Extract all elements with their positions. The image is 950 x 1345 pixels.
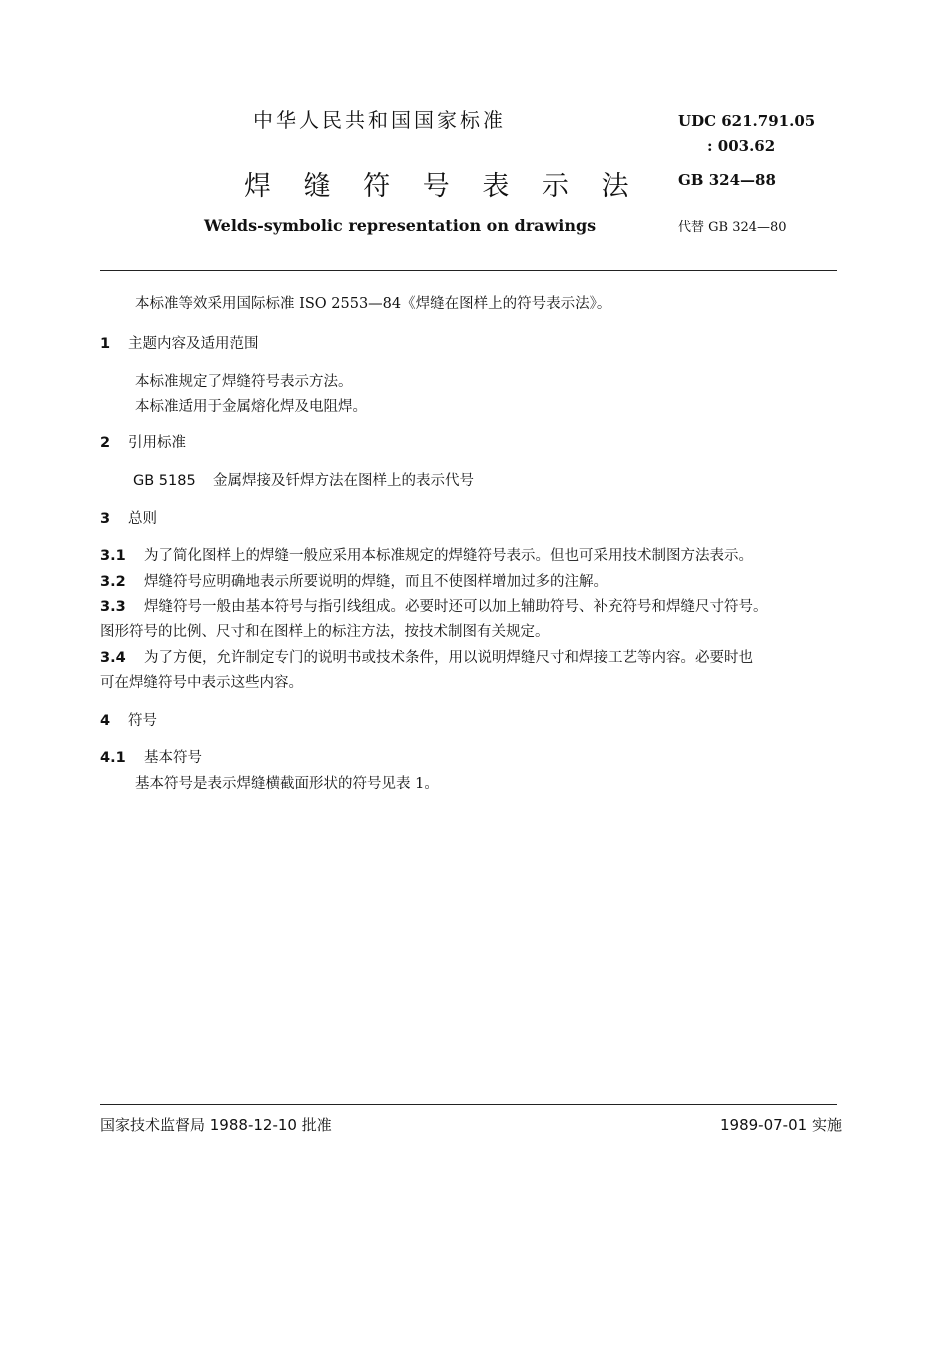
clause-text: 焊缝符号一般由基本符号与指引线组成。必要时还可以加上辅助符号、补充符号和焊缝尺寸符号。 xyxy=(144,599,768,615)
section-number: 2 xyxy=(100,435,111,451)
section-3-heading xyxy=(100,507,157,528)
reference-code: GB 5185 xyxy=(133,473,196,489)
clause-3-4-continued: 可在焊缝符号中表示这些内容。 xyxy=(100,675,303,691)
standard-code: GB 324—88 xyxy=(678,171,776,189)
clause-3-3-continued: 图形符号的比例、尺寸和在图样上的标注方法，按技术制图有关规定。 xyxy=(100,624,550,640)
clause-number: 4.1 xyxy=(100,750,126,766)
header-divider xyxy=(100,270,837,271)
clause-title: 基本符号 xyxy=(144,750,202,766)
section-4-heading xyxy=(100,709,157,730)
section-title: 总则 xyxy=(128,511,157,527)
section-title: 主题内容及适用范围 xyxy=(128,336,259,352)
intro-paragraph: 本标准等效采用国际标准 ISO 2553—84《焊缝在图样上的符号表示法》。 xyxy=(135,296,612,312)
section-number: 1 xyxy=(100,336,111,352)
section-1-heading xyxy=(100,332,259,353)
section-1-paragraph-2: 本标准适用于金属熔化焊及电阻焊。 xyxy=(135,399,367,415)
clause-3-4 xyxy=(100,646,753,667)
section-number: 3 xyxy=(100,511,111,527)
section-title: 符号 xyxy=(128,713,157,729)
approval-info: 国家技术监督局 1988-12-10 批准 xyxy=(100,1116,332,1134)
reference-title: 金属焊接及钎焊方法在图样上的表示代号 xyxy=(213,473,474,489)
clause-text: 为了方便，允许制定专门的说明书或技术条件，用以说明焊缝尺寸和焊接工艺等内容。必要时也 xyxy=(144,650,753,666)
clause-number: 3.4 xyxy=(100,650,126,666)
clause-text: 焊缝符号应明确地表示所要说明的焊缝，而且不使图样增加过多的注解。 xyxy=(144,574,608,590)
standard-org-title: 中华人民共和国国家标准 xyxy=(253,108,506,132)
clause-3-1 xyxy=(100,544,753,565)
effective-date: 1989-07-01 实施 xyxy=(720,1116,842,1134)
clause-number: 3.1 xyxy=(100,548,126,564)
document-title: 焊 缝 符 号 表 示 法 xyxy=(244,171,641,202)
document-subtitle-english: Welds-symbolic representation on drawings xyxy=(204,216,597,235)
section-1-paragraph-1: 本标准规定了焊缝符号表示方法。 xyxy=(135,374,353,390)
udc-code-line2: : 003.62 xyxy=(707,137,776,155)
udc-code-line1: UDC 621.791.05 xyxy=(678,112,816,130)
replaces-standard: 代替 GB 324—80 xyxy=(678,220,787,235)
clause-number: 3.2 xyxy=(100,574,126,590)
reference-standard-row xyxy=(133,469,474,490)
clause-3-2 xyxy=(100,570,608,591)
clause-3-3 xyxy=(100,595,768,616)
footer-divider xyxy=(100,1104,837,1105)
clause-4-1-text: 基本符号是表示焊缝横截面形状的符号见表 1。 xyxy=(135,776,439,792)
clause-4-1-heading xyxy=(100,746,202,767)
clause-number: 3.3 xyxy=(100,599,126,615)
section-number: 4 xyxy=(100,713,111,729)
section-2-heading xyxy=(100,431,186,452)
clause-text: 为了简化图样上的焊缝一般应采用本标准规定的焊缝符号表示。但也可采用技术制图方法表示。 xyxy=(144,548,753,564)
section-title: 引用标准 xyxy=(128,435,186,451)
